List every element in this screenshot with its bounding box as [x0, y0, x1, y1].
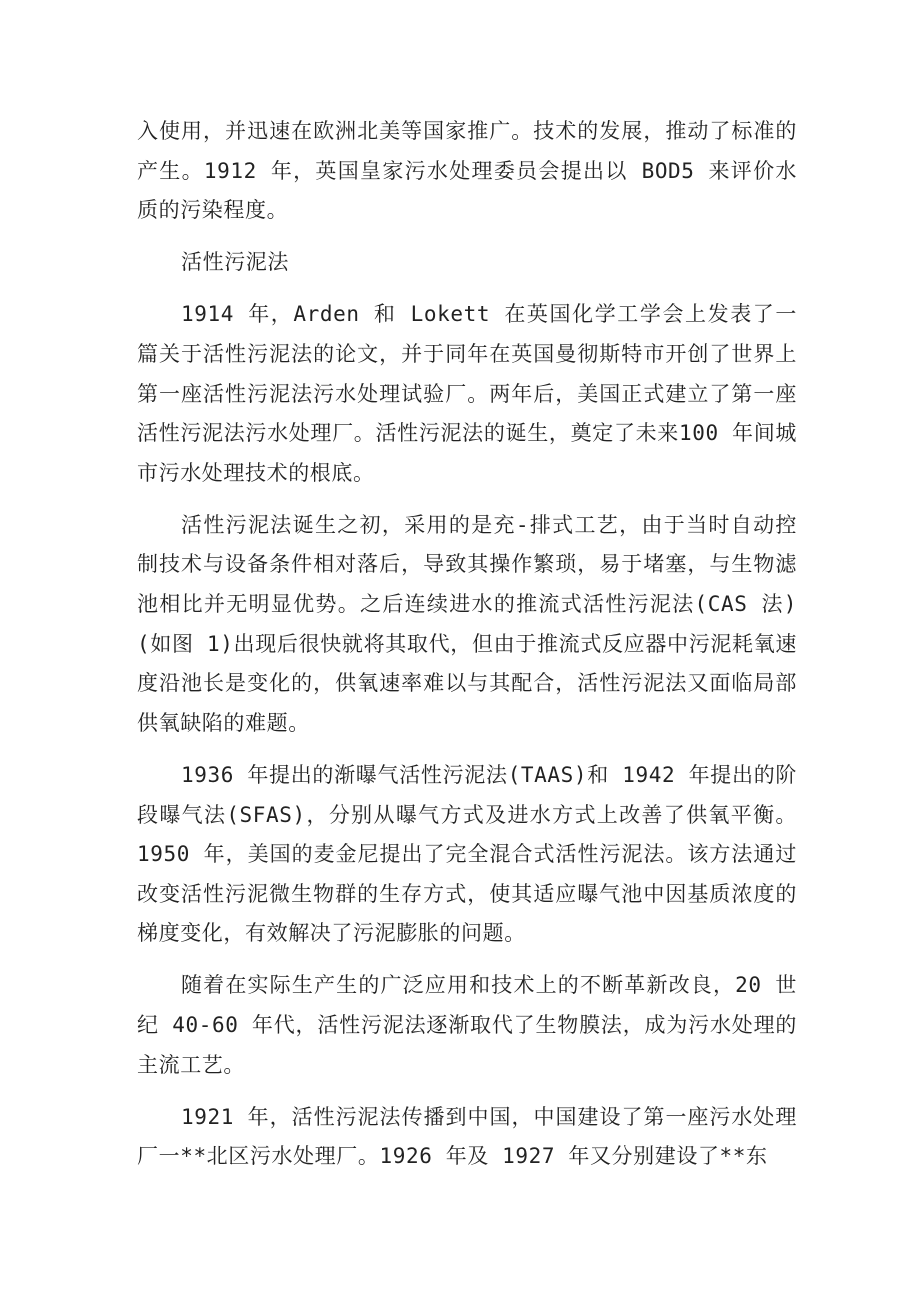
paragraph-bod5-standard: 入使用，并迅速在欧洲北美等国家推广。技术的发展，推动了标准的产生。1912 年，英国皇家污水处理委员会提出以 BOD5 来评价水质的污染程度。: [137, 119, 797, 223]
paragraph-1936-improvements: 1936 年提出的渐曝气活性污泥法(TAAS)和 1942 年提出的阶段曝气法(SFAS)，分别从曝气方式及进水方式上改善了供氧平衡。1950 年，美国的麦金尼提出了完全混合式活性污泥法。该方法通过改变活性污泥微生物群的生存方式，使其适应曝气池中因基质浓度的梯度变化，有效解决了污泥膨胀的问题。: [137, 762, 797, 946]
paragraph-china-1921: 1921 年，活性污泥法传播到中国，中国建设了第一座污水处理厂一**北区污水处理厂。1926 年及 1927 年又分别建设了**东: [137, 1104, 797, 1169]
paragraph-1914-origin: 1914 年，Arden 和 Lokett 在英国化学工学会上发表了一篇关于活性污泥法的论文，并于同年在英国曼彻斯特市开创了世界上第一座活性污泥法污水处理试验厂。两年后，美国正式建立了第一座活性污泥法污水处理厂。活性污泥法的诞生，奠定了未来100 年间城市污水处理技术的根底。: [137, 302, 797, 485]
paragraph-mainstream: 随着在实际生产生的广泛应用和技术上的不断革新改良，20 世纪 40-60 年代，活性污泥法逐渐取代了生物膜法，成为污水处理的主流工艺。: [137, 973, 797, 1077]
section-heading-activated-sludge: 活性污泥法: [181, 250, 289, 275]
document-body: [137, 112, 797, 1189]
paragraph-early-process: 活性污泥法诞生之初，采用的是充-排式工艺，由于当时自动控制技术与设备条件相对落后，导致其操作繁琐，易于堵塞，与生物滤池相比并无明显优势。之后连续进水的推流式活性污泥法(CAS 法)(如图 1)出现后很快就将其取代，但由于推流式反应器中污泥耗氧速度沿池长是变化的，供氧速率难以与其配合，活性污泥法又面临局部供氧缺陷的难题。: [137, 512, 797, 735]
